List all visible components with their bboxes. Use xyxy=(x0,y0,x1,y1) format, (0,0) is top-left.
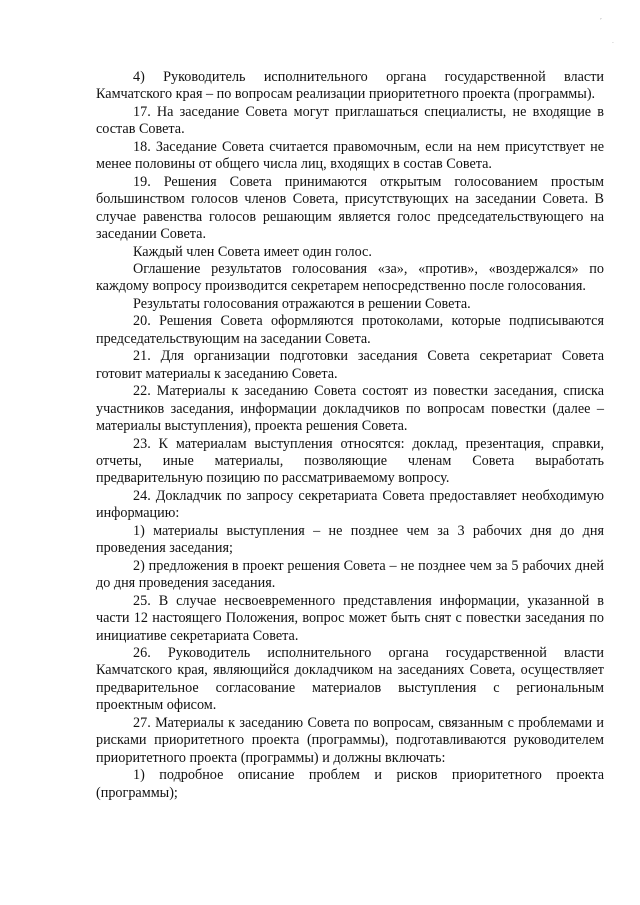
document-body xyxy=(96,69,604,802)
paragraph-27: 27. Материалы к заседанию Совета по вопросам, связанным с проблемами и рисками приоритетного проекта (программы), подготавливаются руководителем приоритетного проекта (программы) и должны включать: xyxy=(96,714,604,766)
scan-mark: . xyxy=(612,38,614,45)
paragraph-26: 26. Руководитель исполнительного органа государственной власти Камчатского края, являющийся докладчиком на заседаниях Совета, осуществляет предварительное согласование материалов выступления с региональным проектным офисом. xyxy=(96,644,604,714)
scan-mark: , xyxy=(600,14,602,21)
paragraph-24-item-2: 2) предложения в проект решения Совета – не позднее чем за 5 рабочих дней до дня проведения заседания. xyxy=(96,557,604,592)
paragraph-vote-results: Результаты голосования отражаются в решении Совета. xyxy=(133,295,471,312)
paragraph-22: 22. Материалы к заседанию Совета состоят из повестки заседания, списка участников заседания, информации докладчиков по вопросам повестки (далее – материалы выступления), проекта решения Совета. xyxy=(96,383,604,435)
paragraph-17: 17. На заседание Совета могут приглашаться специалисты, не входящие в состав Совета. xyxy=(96,103,604,138)
paragraph-one-vote: Каждый член Совета имеет один голос. xyxy=(133,243,372,260)
paragraph-25: 25. В случае несвоевременного представления информации, указанной в части 12 настоящего Положения, вопрос может быть снят с повестки заседания по инициативе секретариата Совета. xyxy=(96,592,604,644)
paragraph-24: 24. Докладчик по запросу секретариата Совета предоставляет необходимую информацию: xyxy=(96,487,604,522)
paragraph-21: 21. Для организации подготовки заседания Совета секретариат Совета готовит материалы к заседанию Совета. xyxy=(96,348,604,382)
paragraph-24-item-1: 1) материалы выступления – не позднее чем за 3 рабочих дня до дня проведения заседания; xyxy=(96,522,604,557)
paragraph-item-4: 4) Руководитель исполнительного органа государственной власти Камчатского края – по вопросам реализации приоритетного проекта (программы). xyxy=(96,69,604,103)
paragraph-vote-announcement: Оглашение результатов голосования «за», «против», «воздержался» по каждому вопросу производится секретарем непосредственно после голосования. xyxy=(96,260,604,295)
paragraph-19: 19. Решения Совета принимаются открытым голосованием простым большинством голосов членов Совета, присутствующих на заседании Совета. В случае равенства голосов решающим является голос председательствующего на заседании Совета. xyxy=(96,173,604,243)
paragraph-27-item-1: 1) подробное описание проблем и рисков приоритетного проекта (программы); xyxy=(96,767,604,801)
paragraph-23: 23. К материалам выступления относятся: доклад, презентация, справки, отчеты, иные материалы, позволяющие членам Совета выработать предварительную позицию по рассматриваемому вопросу. xyxy=(96,435,604,487)
paragraph-18: 18. Заседание Совета считается правомочным, если на нем присутствует не менее половины от общего числа лиц, входящих в состав Совета. xyxy=(96,138,604,173)
paragraph-20: 20. Решения Совета оформляются протоколами, которые подписываются председательствующим на заседании Совета. xyxy=(96,313,604,347)
